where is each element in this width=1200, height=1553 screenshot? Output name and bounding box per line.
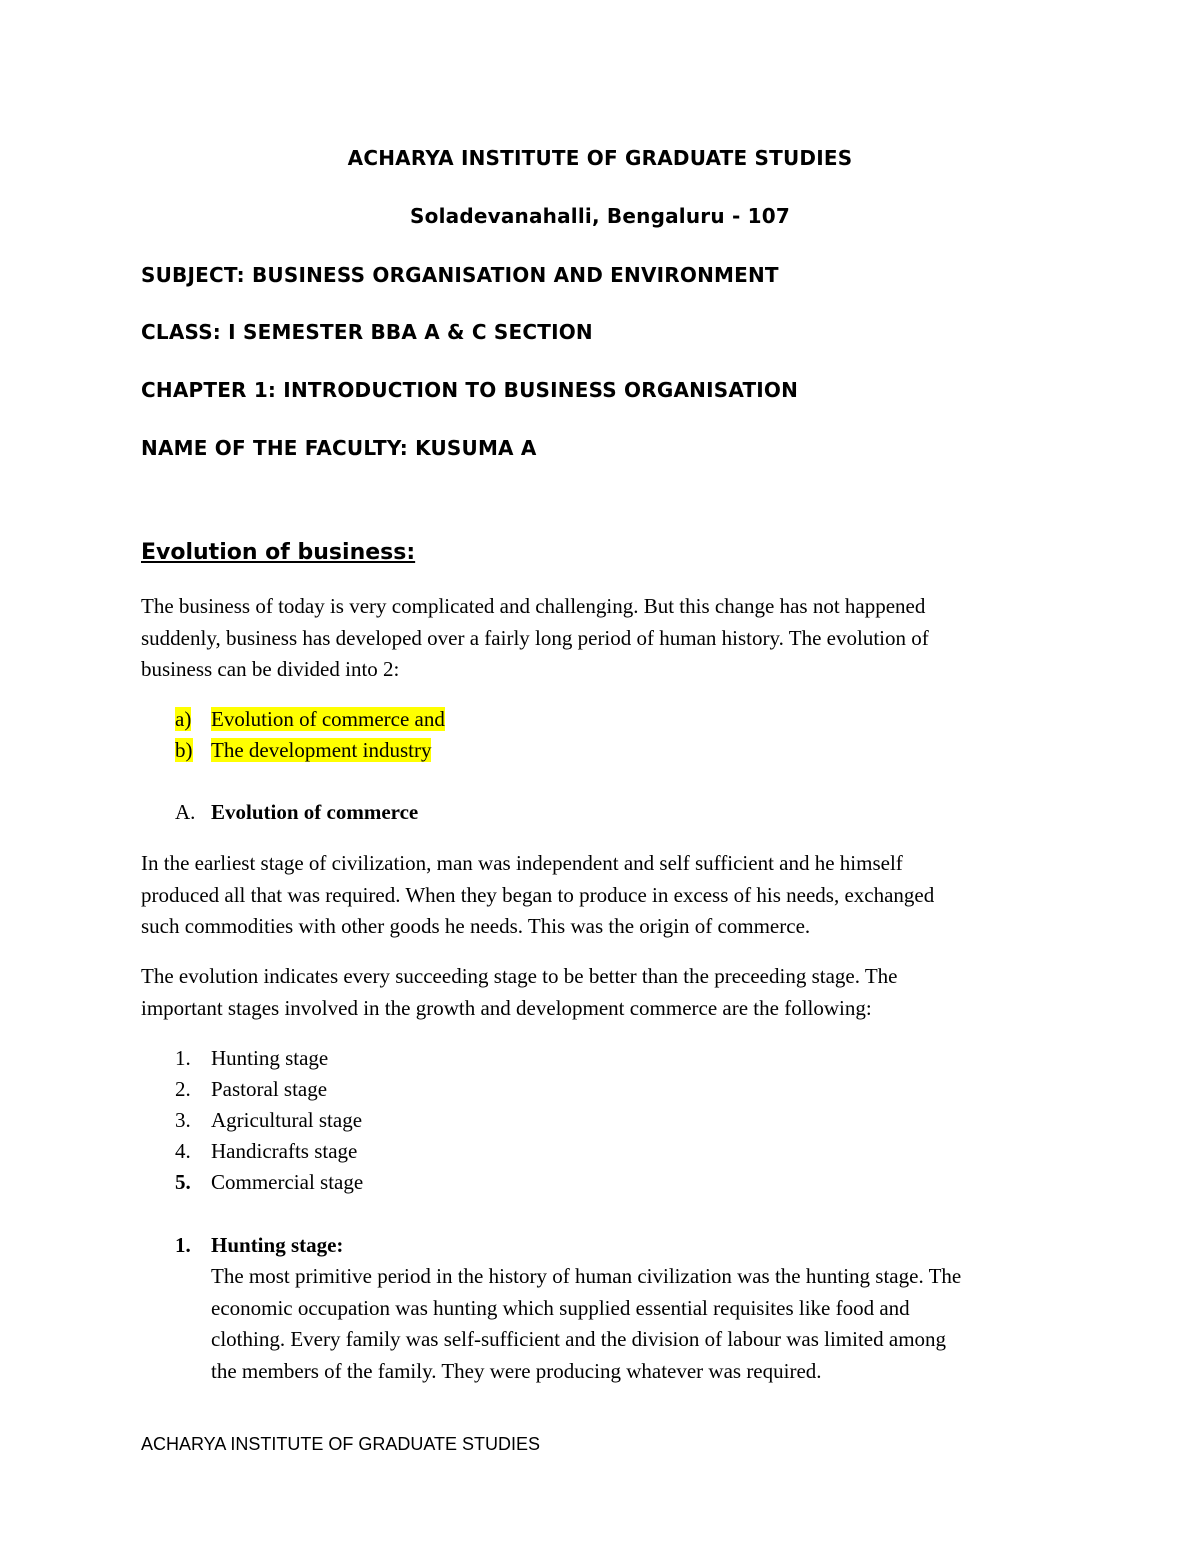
intro-paragraph <box>141 591 1071 686</box>
stages-list <box>141 1043 363 1198</box>
hunting-heading: Hunting stage: <box>211 1233 344 1257</box>
hunting-stage-section <box>141 1230 961 1387</box>
list-marker: 1. <box>175 1046 191 1070</box>
paragraph-line: important stages involved in the growth and development commerce are the following: <box>141 995 872 1020</box>
list-item <box>141 704 445 735</box>
list-marker: 3. <box>175 1108 191 1132</box>
hunting-line: The most primitive period in the history of human civilization was the hunting stage. The <box>211 1264 962 1288</box>
paragraph-line: The evolution indicates every succeeding stage to be better than the preceeding stage. The <box>141 964 898 988</box>
stage-text: Commercial stage <box>211 1170 364 1194</box>
page-footer: ACHARYA INSTITUTE OF GRADUATE STUDIES <box>141 1434 541 1454</box>
class-line: CLASS: I SEMESTER BBA A & C SECTION <box>141 320 593 344</box>
commerce-paragraph <box>141 848 1071 943</box>
stage-text: Handicrafts stage <box>211 1139 358 1163</box>
faculty-line: NAME OF THE FACULTY: KUSUMA A <box>141 436 537 460</box>
list-marker: b) <box>175 738 193 762</box>
stage-text: Pastoral stage <box>211 1077 328 1101</box>
section-title: Evolution of business: <box>141 540 416 565</box>
list-item <box>141 1105 363 1136</box>
division-text: The development industry <box>211 738 432 762</box>
list-item <box>141 1136 363 1167</box>
hunting-marker: 1. <box>175 1233 191 1257</box>
hunting-line: clothing. Every family was self-sufficient and the division of labour was limited among <box>211 1327 947 1351</box>
stage-text: Agricultural stage <box>211 1108 363 1132</box>
intro-line: The business of today is very complicated and challenging. But this change has not happened <box>141 594 926 618</box>
intro-line: suddenly, business has developed over a fairly long period of human history. The evolution of <box>141 625 929 650</box>
list-marker: 5. <box>175 1170 191 1194</box>
subheading-marker: A. <box>175 800 196 824</box>
list-item <box>141 1167 363 1198</box>
division-text: Evolution of commerce and <box>211 707 445 731</box>
chapter-line: CHAPTER 1: INTRODUCTION TO BUSINESS ORGANISATION <box>141 378 799 402</box>
list-item <box>141 735 445 766</box>
institute-address: Soladevanahalli, Bengaluru - 107 <box>410 204 790 228</box>
divisions-list <box>141 704 445 766</box>
paragraph-line: such commodities with other goods he needs. This was the origin of commerce. <box>141 914 811 938</box>
list-marker: 2. <box>175 1077 191 1101</box>
list-item <box>141 1043 363 1074</box>
subheading <box>141 797 418 828</box>
list-marker: 4. <box>175 1139 191 1163</box>
paragraph-line: In the earliest stage of civilization, man was independent and self sufficient and he himself <box>141 851 903 875</box>
stages-paragraph <box>141 961 1071 1024</box>
paragraph-line: produced all that was required. When they began to produce in excess of his needs, exchanged <box>141 882 935 907</box>
subject-line: SUBJECT: BUSINESS ORGANISATION AND ENVIRONMENT <box>141 263 779 287</box>
intro-line: business can be divided into 2: <box>141 657 400 681</box>
subheading-text: Evolution of commerce <box>211 800 419 824</box>
institute-title: ACHARYA INSTITUTE OF GRADUATE STUDIES <box>347 146 853 170</box>
hunting-line: economic occupation was hunting which supplied essential requisites like food and <box>211 1295 910 1320</box>
hunting-line: the members of the family. They were producing whatever was required. <box>211 1358 822 1383</box>
list-marker: a) <box>175 707 192 731</box>
list-item <box>141 1074 363 1105</box>
stage-text: Hunting stage <box>211 1046 329 1070</box>
